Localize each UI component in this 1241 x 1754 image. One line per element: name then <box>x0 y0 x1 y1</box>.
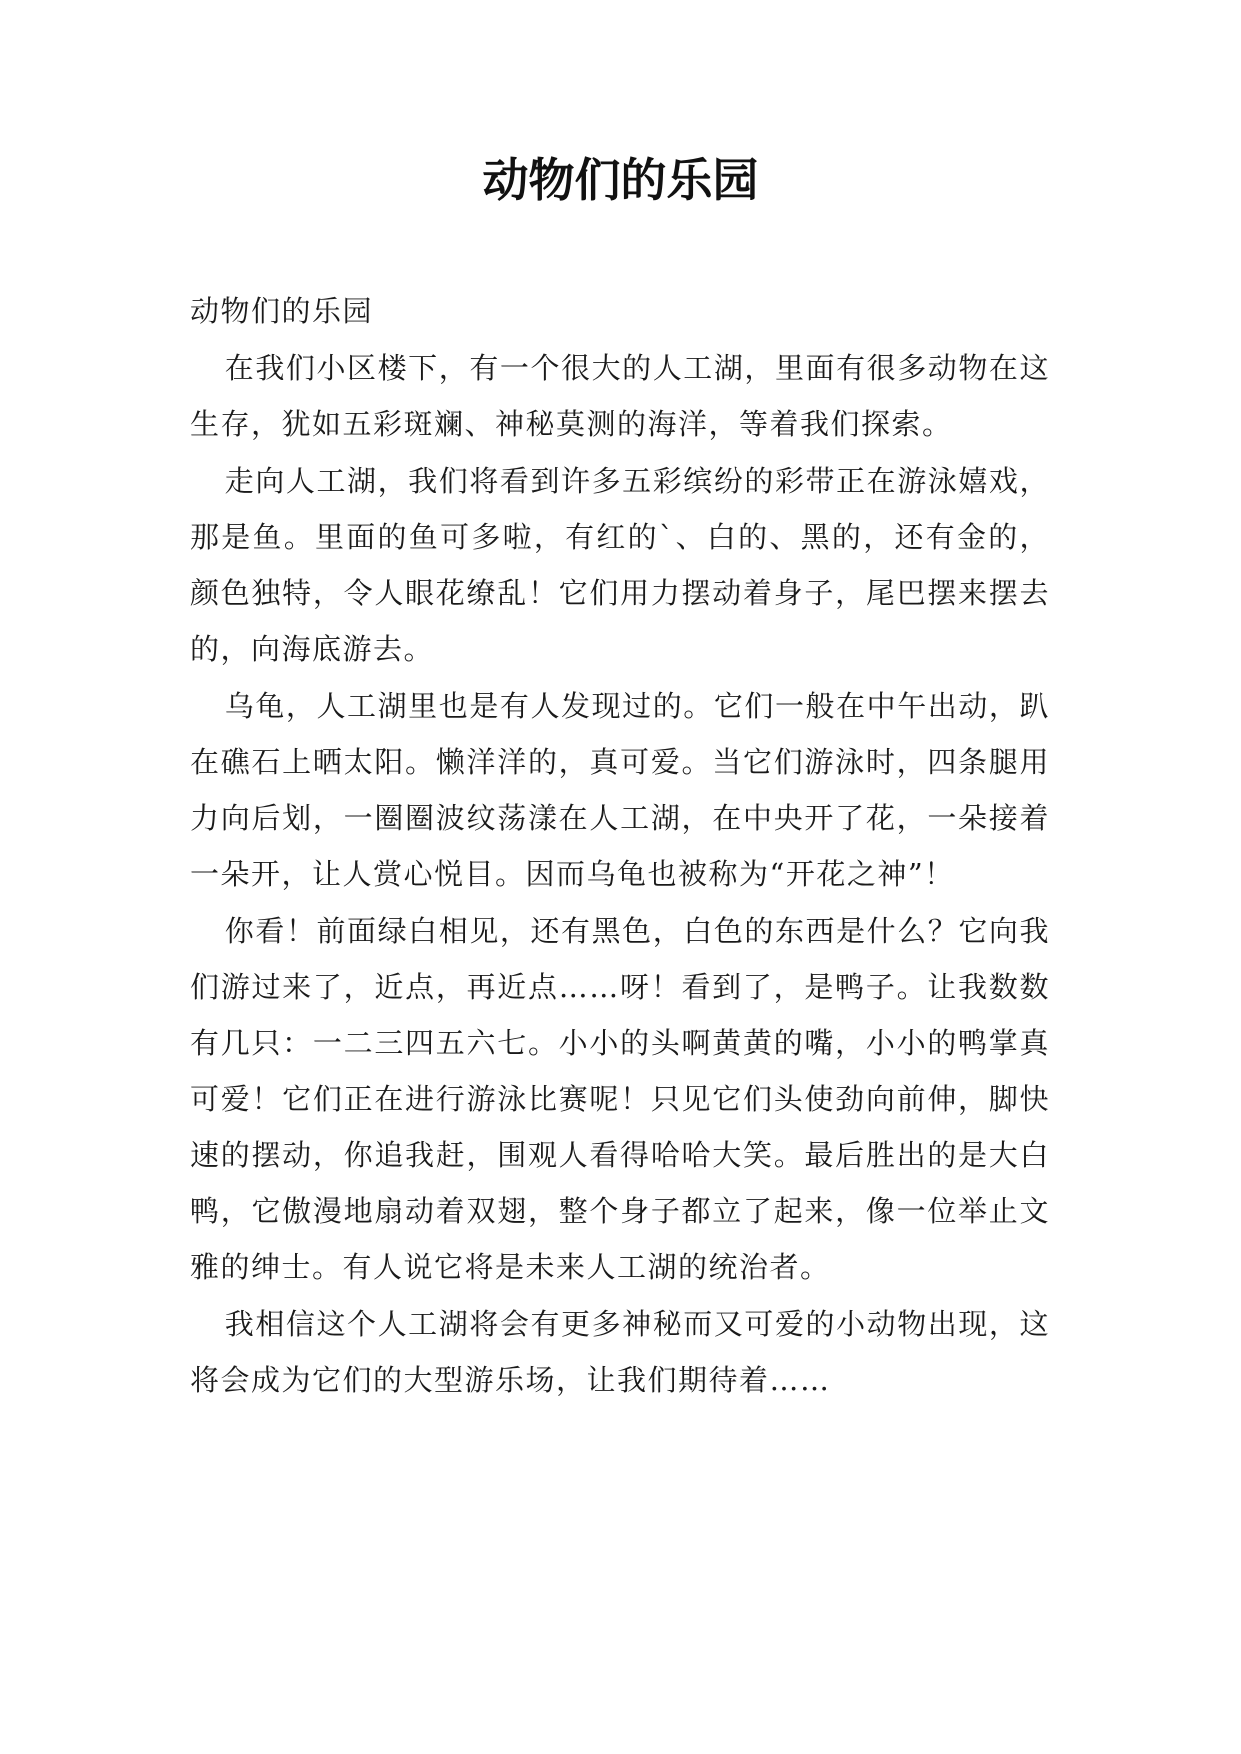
paragraph-5: 我相信这个人工湖将会有更多神秘而又可爱的小动物出现，这将会成为它们的大型游乐场，让我们期待着…… <box>190 1307 1050 1397</box>
document-body <box>190 283 1050 1409</box>
paragraph-1: 在我们小区楼下，有一个很大的人工湖，里面有很多动物在这生存，犹如五彩斑斓、神秘莫测的海洋，等着我们探索。 <box>190 351 1050 441</box>
page-title: 动物们的乐园 <box>482 153 759 207</box>
paragraph-4: 你看！前面绿白相见，还有黑色，白色的东西是什么？它向我们游过来了，近点，再近点……呀！看到了，是鸭子。让我数数有几只：一二三四五六七。小小的头啊黄黄的嘴，小小的鸭掌真可爱！它们正在进行游泳比赛呢！只见它们头使劲向前伸，脚快速的摆动，你追我赶，围观人看得哈哈大笑。最后胜出的是大白鸭，它傲漫地扇动着双翅，整个身子都立了起来，像一位举止文雅的绅士。有人说它将是未来人工湖的统治者。 <box>190 914 1050 1284</box>
paragraph-2: 走向人工湖，我们将看到许多五彩缤纷的彩带正在游泳嬉戏，那是鱼。里面的鱼可多啦，有红的`、白的、黑的，还有金的，颜色独特，令人眼花缭乱！它们用力摆动着身子，尾巴摆来摆去的，向海底游去。 <box>190 464 1050 666</box>
document-subtitle: 动物们的乐园 <box>190 294 374 328</box>
paragraph-3: 乌龟，人工湖里也是有人发现过的。它们一般在中午出动，趴在礁石上晒太阳。懒洋洋的，真可爱。当它们游泳时，四条腿用力向后划，一圈圈波纹荡漾在人工湖，在中央开了花，一朵接着一朵开，让人赏心悦目。因而乌龟也被称为“开花之神”！ <box>190 689 1050 891</box>
